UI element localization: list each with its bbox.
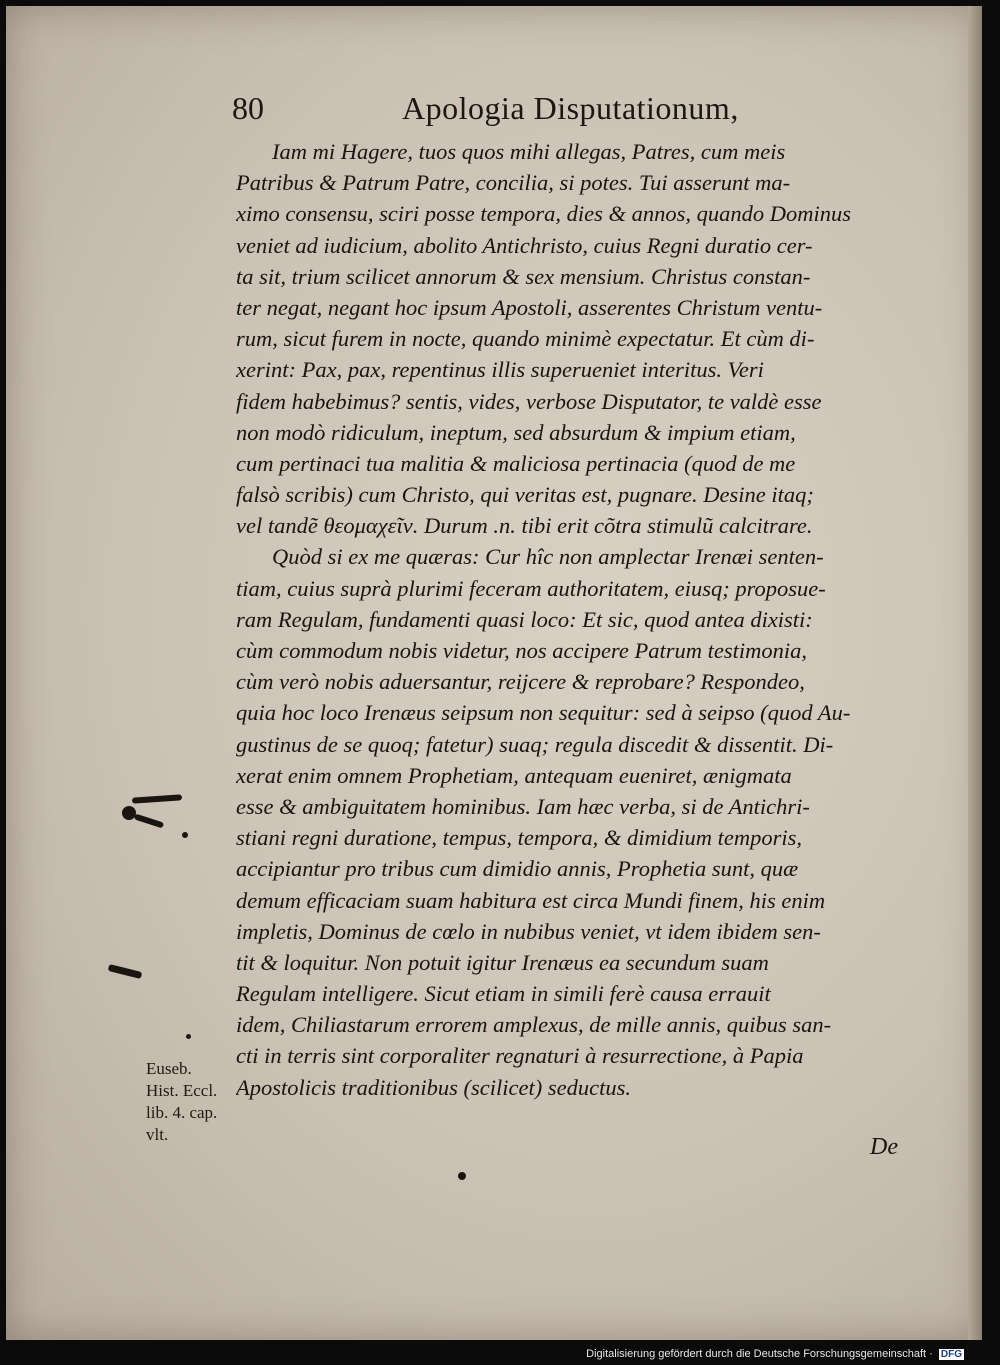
marginal-note-line: Hist. Eccl. xyxy=(146,1081,218,1100)
ink-mark xyxy=(134,814,164,829)
text-line: ximo consensu, sciri posse tempora, dies & annos, quando Dominus xyxy=(236,201,851,227)
text-line: fidem habebimus? sentis, vides, verbose Disputator, te valdè esse xyxy=(236,388,822,414)
text-line: quia hoc loco Irenæus seipsum non sequitur: sed à seipso (quod Au- xyxy=(236,700,851,726)
ink-mark xyxy=(108,964,143,979)
text-line: Quòd si ex me quæras: Cur hîc non amplectar Irenæi senten- xyxy=(272,544,824,570)
page-edge-shadow xyxy=(968,6,982,1340)
book-page xyxy=(6,6,982,1340)
text-line: esse & ambiguitatem hominibus. Iam hæc verba, si de Antichri- xyxy=(236,793,810,819)
running-title: Apologia Disputationum, xyxy=(402,90,739,126)
marginal-note-line: Euseb. xyxy=(146,1059,192,1078)
text-line: Regulam intelligere. Sicut etiam in simili ferè causa errauit xyxy=(236,981,771,1007)
text-line: cti in terris sint corporaliter regnaturi à resurrectione, à Papia xyxy=(236,1043,804,1069)
dfg-logo: DFG xyxy=(940,1349,962,1360)
text-line: Patribus & Patrum Patre, concilia, si potes. Tui asserunt ma- xyxy=(236,170,791,196)
ink-dot xyxy=(458,1172,466,1180)
catchword: De xyxy=(870,1134,898,1160)
text-line: accipiantur pro tribus cum dimidio annis, Prophetia sunt, quæ xyxy=(236,856,799,882)
text-line: falsò scribis) cum Christo, qui veritas est, pugnare. Desine itaq; xyxy=(236,482,814,508)
text-line: tiam, cuius suprà plurimi feceram authoritatem, eiusq; proposue- xyxy=(236,575,826,601)
page-header xyxy=(224,90,784,130)
page-number: 80 xyxy=(232,90,264,126)
text-line: xerat enim omnem Prophetiam, antequam eueniret, ænigmata xyxy=(236,762,792,788)
text-line: demum efficaciam suam habitura est circa Mundi finem, his enim xyxy=(236,887,826,913)
credit-text: Digitalisierung gefördert durch die Deutsche Forschungsgemeinschaft · xyxy=(586,1348,933,1360)
text-line: cùm verò nobis aduersantur, reijcere & reprobare? Respondeo, xyxy=(236,669,805,695)
text-line: veniet ad iudicium, abolito Antichristo, cuius Regni duratio cer- xyxy=(236,232,813,258)
text-line: ter negat, negant hoc ipsum Apostoli, asserentes Christum ventu- xyxy=(236,294,823,320)
marginal-note-line: lib. 4. cap. xyxy=(146,1103,218,1122)
ink-mark xyxy=(132,794,182,803)
text-line: tit & loquitur. Non potuit igitur Irenæus ea secundum suam xyxy=(236,949,769,975)
text-line: cùm commodum nobis videtur, nos accipere Patrum testimonia, xyxy=(236,638,807,663)
text-line: ram Regulam, fundamenti quasi loco: Et sic, quod antea dixisti: xyxy=(236,606,813,632)
text-line: ta sit, trium scilicet annorum & sex mensium. Christus constan- xyxy=(236,263,811,289)
text-line: impletis, Dominus de cœlo in nubibus veniet, vt idem ibidem sen- xyxy=(236,918,821,944)
marginal-note-line: vlt. xyxy=(146,1125,169,1144)
ink-dot xyxy=(182,832,188,838)
text-line: Iam mi Hagere, tuos quos mihi allegas, Patres, cum meis xyxy=(272,139,786,164)
text-line: non modò ridiculum, ineptum, sed absurdum & impium etiam, xyxy=(236,419,796,445)
text-line: vel tandẽ θεομαχεῖν. Durum .n. tibi erit cõtra stimulũ calcitrare. xyxy=(236,513,813,539)
text-line: stiani regni duratione, tempus, tempora, & dimidium temporis, xyxy=(236,825,803,851)
text-line: idem, Chiliastarum errorem amplexus, de mille annis, quibus san- xyxy=(236,1012,832,1038)
text-line: xerint: Pax, pax, repentinus illis superueniet interitus. Veri xyxy=(236,357,764,383)
text-line: gustinus de se quoq; fatetur) suaq; regula discedit & dissentit. Di- xyxy=(236,731,834,757)
text-line: rum, sicut furem in nocte, quando minimè expectatur. Et cùm di- xyxy=(236,326,815,352)
text-line: Apostolicis traditionibus (scilicet) seductus. xyxy=(236,1074,631,1100)
digitization-credit xyxy=(586,1348,964,1360)
body-text xyxy=(236,136,908,1103)
text-line: cum pertinaci tua malitia & maliciosa pertinacia (quod de me xyxy=(236,450,796,476)
ink-dot xyxy=(186,1034,191,1039)
marginal-note xyxy=(146,1058,238,1146)
